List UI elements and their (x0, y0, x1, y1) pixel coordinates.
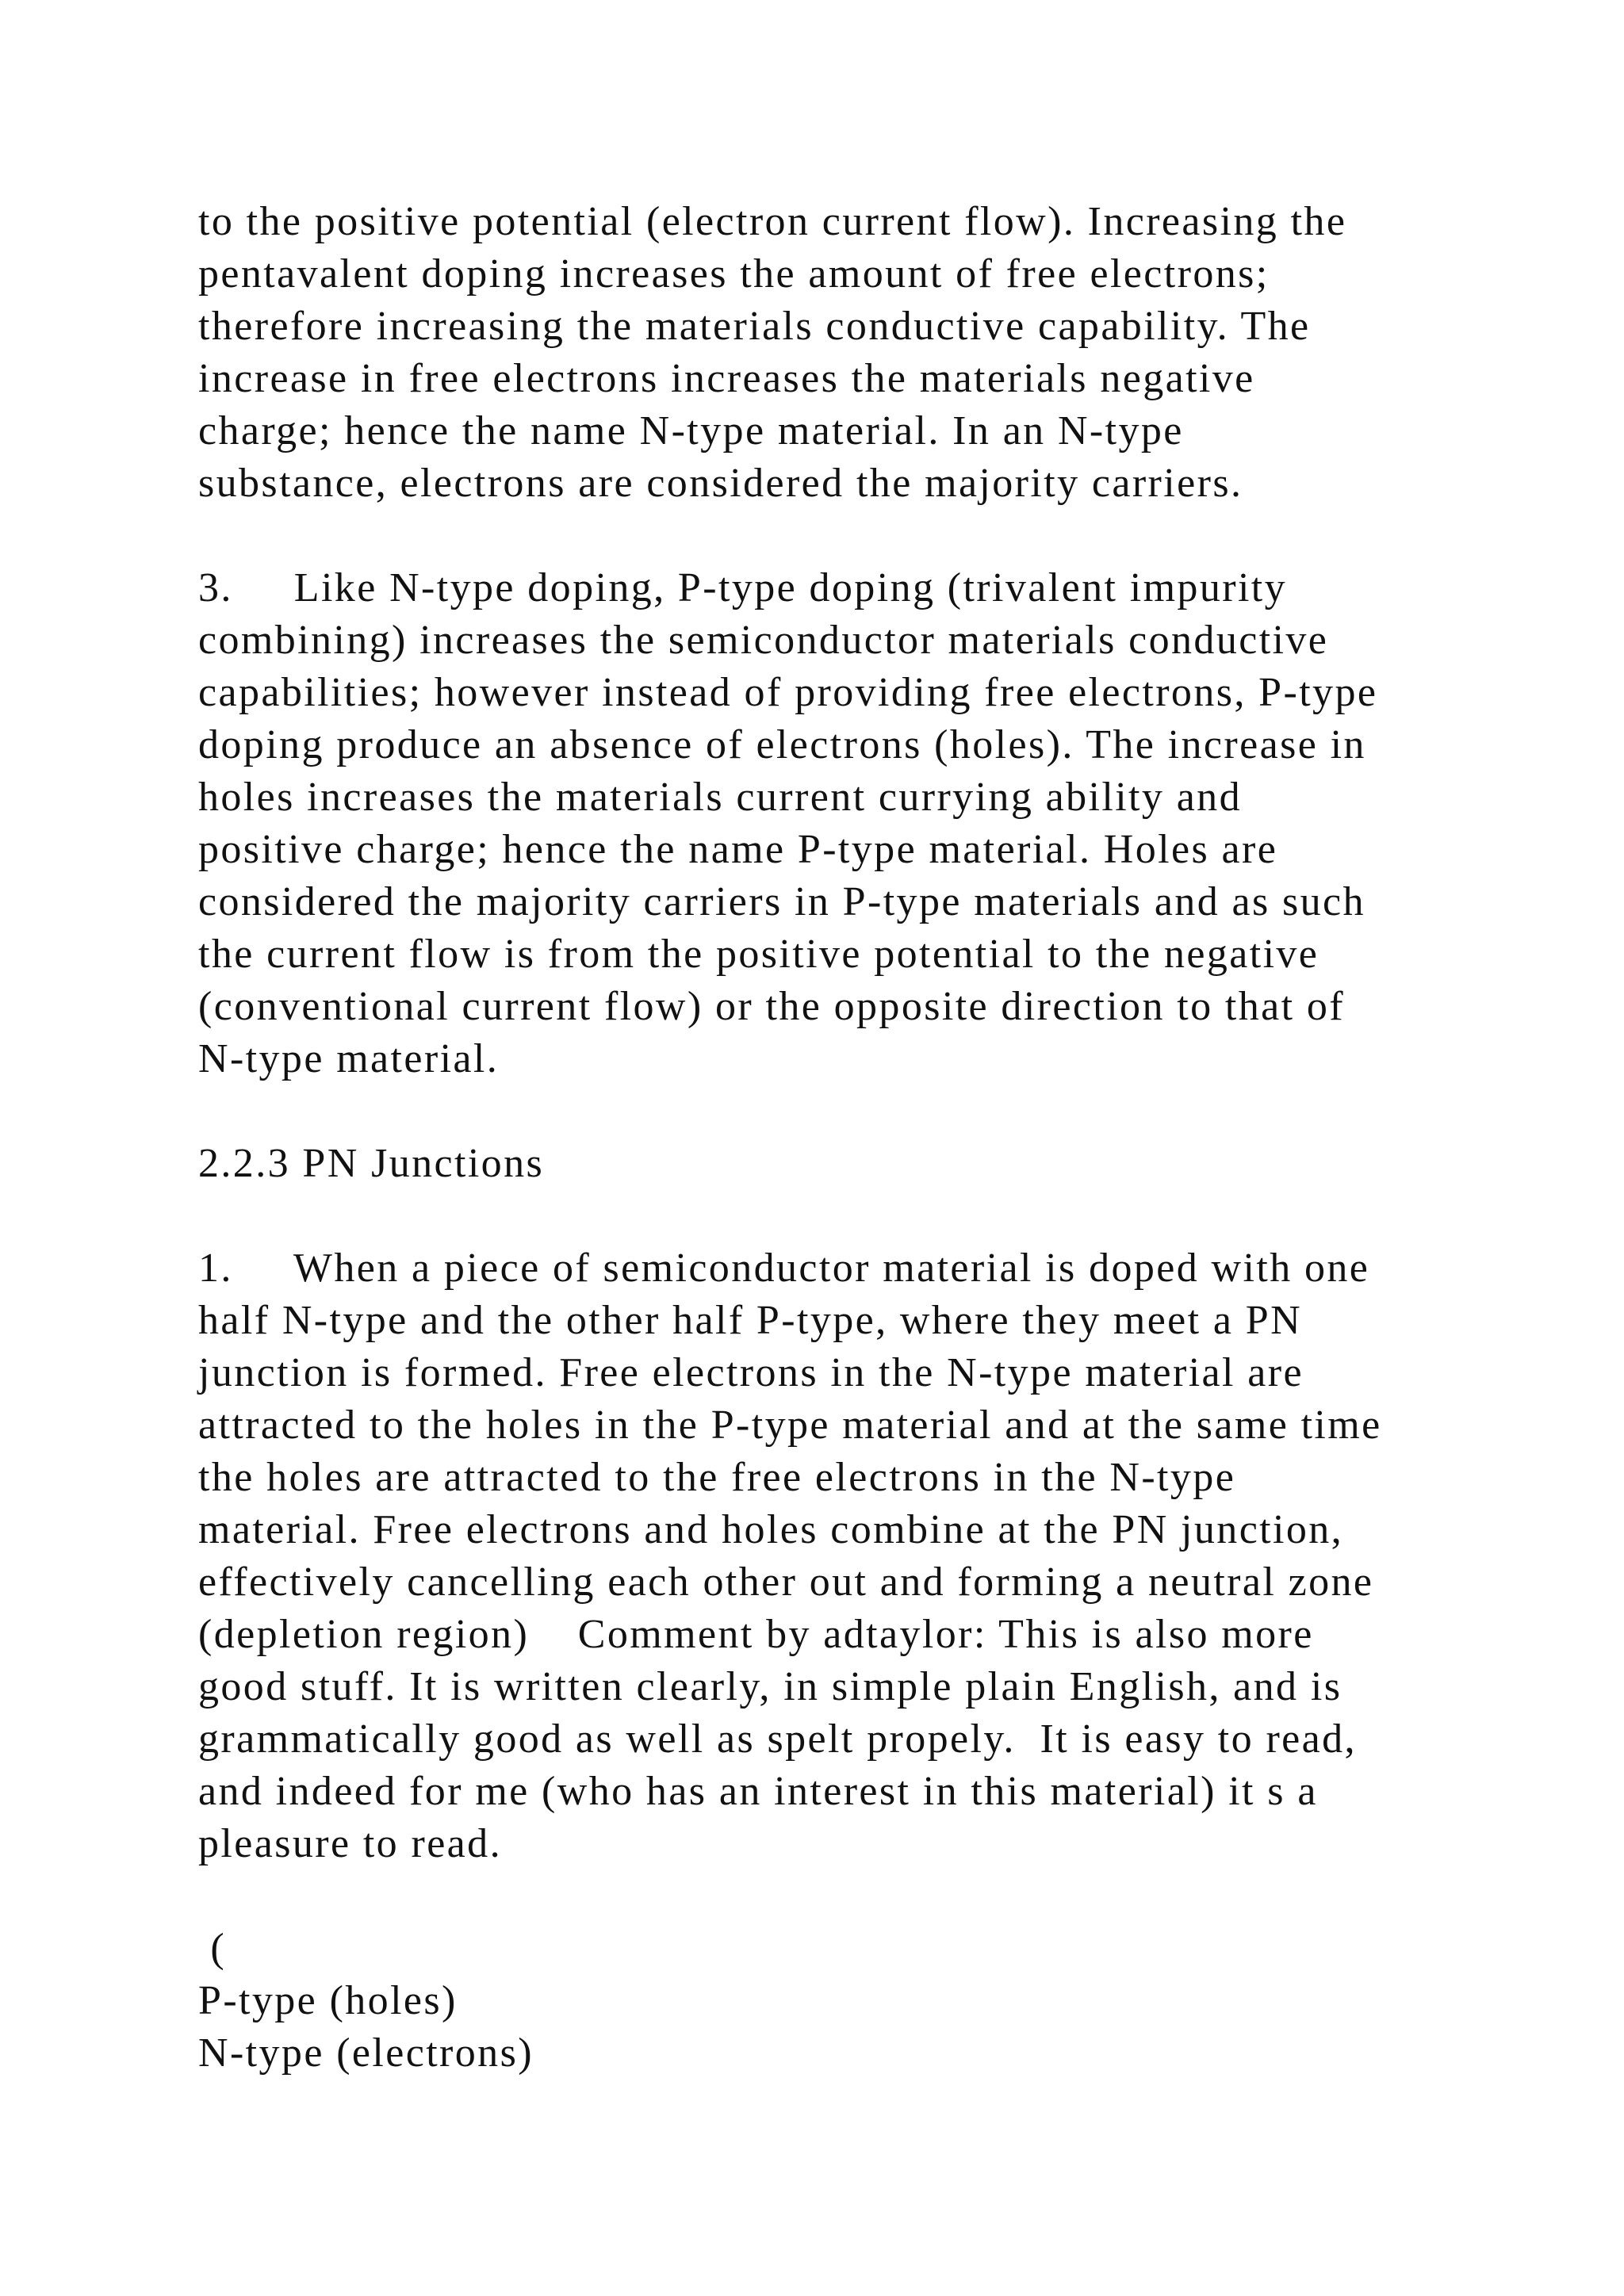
paragraph-3-line-1: 1. When a piece of semiconductor material is doped with one (198, 1246, 1370, 1291)
paragraph-3-line-4: attracted to the holes in the P-type material and at the same time (198, 1402, 1382, 1448)
paragraph-1-line-1: to the positive potential (electron current flow). Increasing the (198, 199, 1347, 244)
paragraph-1-line-5: charge; hence the name N-type material. In an N-type (198, 408, 1184, 453)
paragraph-2-line-7: considered the majority carriers in P-type materials and as such (198, 879, 1365, 924)
paragraph-2-line-5: holes increases the materials current currying ability and (198, 775, 1242, 820)
paragraph-2-line-4: doping produce an absence of electrons (holes). The increase in (198, 722, 1366, 767)
paragraph-3-line-12: pleasure to read. (198, 1821, 502, 1866)
paragraph-2-line-2: combining) increases the semiconductor materials conductive (198, 618, 1329, 663)
paragraph-2-line-10: N-type material. (198, 1036, 500, 1081)
paragraph-3-line-6: material. Free electrons and holes combine at the PN junction, (198, 1507, 1344, 1552)
paragraph-1-line-4: increase in free electrons increases the materials negative (198, 356, 1255, 401)
paragraph-3-line-5: the holes are attracted to the free electrons in the N-type (198, 1455, 1236, 1500)
paragraph-3-line-10: grammatically good as well as spelt propely. It is easy to read, (198, 1716, 1357, 1762)
figure-open-paren: ( (198, 1926, 227, 1971)
paragraph-3-line-8: (depletion region) Comment by adtaylor: This is also more (198, 1612, 1314, 1657)
paragraph-2-line-9: (conventional current flow) or the opposite direction to that of (198, 984, 1345, 1029)
paragraph-1-line-2: pentavalent doping increases the amount of free electrons; (198, 251, 1270, 297)
paragraph-2-line-8: the current flow is from the positive potential to the negative (198, 932, 1320, 977)
paragraph-3-line-7: effectively cancelling each other out and forming a neutral zone (198, 1559, 1374, 1605)
paragraph-2-line-1: 3. Like N-type doping, P-type doping (trivalent impurity (198, 565, 1288, 610)
paragraph-2-line-3: capabilities; however instead of providing free electrons, P-type (198, 670, 1378, 715)
figure-label-p-type: P-type (holes) (198, 1978, 458, 2023)
paragraph-3-line-2: half N-type and the other half P-type, where they meet a PN (198, 1298, 1303, 1343)
figure-label-n-type: N-type (electrons) (198, 2030, 534, 2076)
paragraph-3-line-3: junction is formed. Free electrons in the N-type material are (198, 1350, 1304, 1395)
paragraph-1-line-6: substance, electrons are considered the majority carriers. (198, 461, 1243, 506)
paragraph-3-line-9: good stuff. It is written clearly, in simple plain English, and is (198, 1664, 1342, 1709)
section-heading: 2.2.3 PN Junctions (198, 1141, 545, 1186)
paragraph-2-line-6: positive charge; hence the name P-type material. Holes are (198, 827, 1278, 872)
paragraph-3-line-11: and indeed for me (who has an interest in this material) it s a (198, 1769, 1318, 1814)
paragraph-1-line-3: therefore increasing the materials conductive capability. The (198, 304, 1311, 349)
